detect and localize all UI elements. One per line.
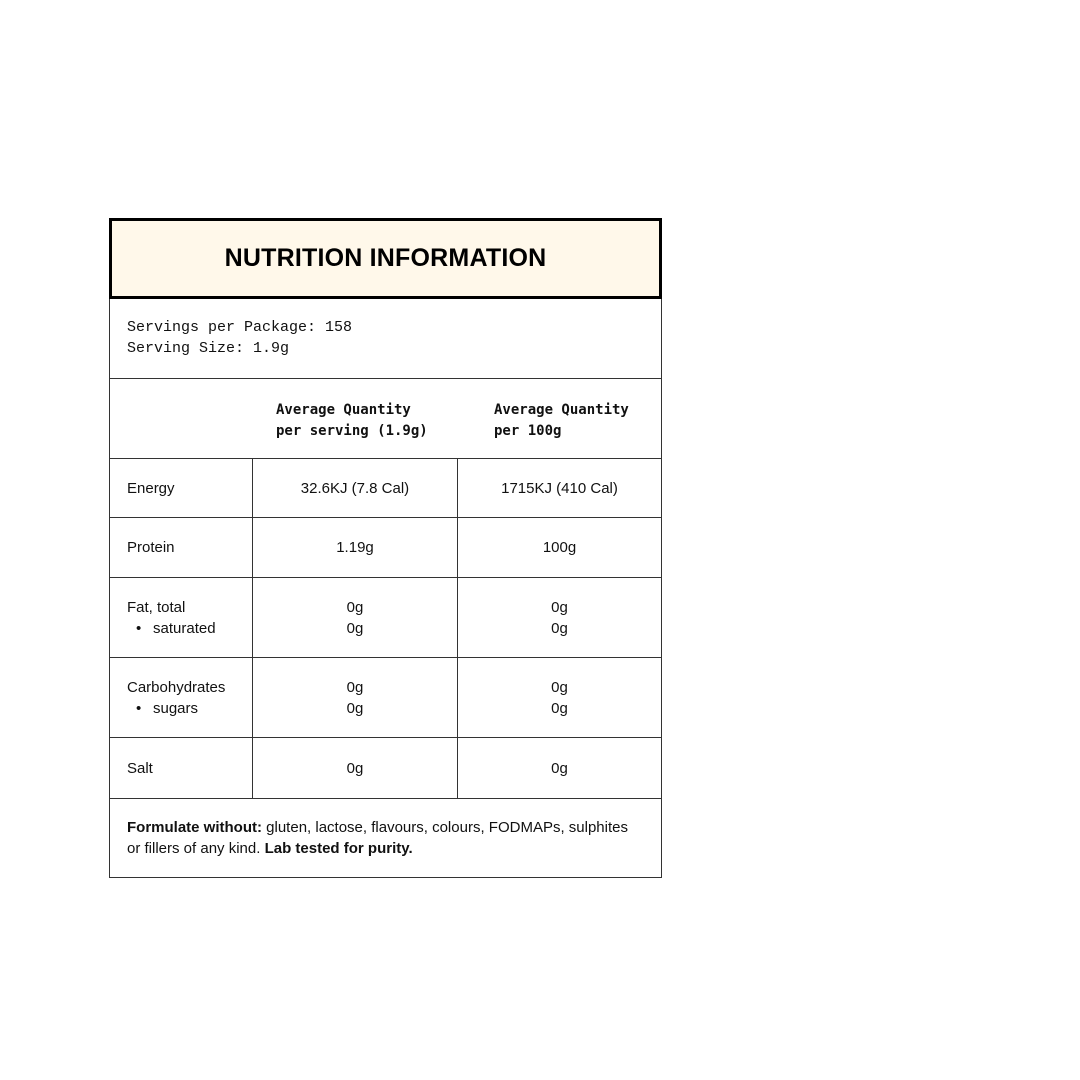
value-per-100g: 0g <box>551 598 568 616</box>
page-title: NUTRITION INFORMATION <box>224 244 547 272</box>
table-row-fat <box>110 578 661 658</box>
row-sub-label: • sugars <box>127 698 252 719</box>
footer-note <box>110 799 661 878</box>
value-per-serving: 32.6KJ (7.8 Cal) <box>300 479 410 497</box>
value-per-serving: 0g <box>346 598 364 616</box>
serving-size: Serving Size: 1.9g <box>127 340 290 357</box>
table-row-carbohydrates <box>110 658 661 738</box>
servings-info <box>110 299 661 379</box>
value-per-serving: 0g <box>346 678 364 696</box>
footer-bold-label: Formulate without: <box>127 819 262 836</box>
value-per-serving: 0g <box>346 759 364 777</box>
value-per-100g-sub: 0g <box>551 699 568 717</box>
row-label: Fat, total <box>127 598 186 616</box>
table-row-salt <box>110 738 661 799</box>
footer-bold-purity: Lab tested for purity. <box>264 840 413 857</box>
row-sub-label: • saturated <box>127 618 252 639</box>
row-label: Salt <box>127 759 153 777</box>
value-per-100g-sub: 0g <box>551 619 568 637</box>
row-label: Carbohydrates <box>127 678 226 696</box>
table-row-protein <box>110 518 661 578</box>
nutrition-header <box>109 218 662 299</box>
value-per-serving: 1.19g <box>336 539 374 556</box>
value-per-100g: 1715KJ (410 Cal) <box>501 479 618 497</box>
value-per-100g: 0g <box>551 759 568 777</box>
footer-text: gluten, lactose, flavours, colours, FODMAPs, sulphites or fillers of any kind. <box>127 819 628 857</box>
value-per-100g: 0g <box>551 678 568 696</box>
value-per-serving-sub: 0g <box>346 699 364 717</box>
column-header-per-serving: Average Quantity per serving (1.9g) <box>276 402 428 439</box>
row-label: Energy <box>127 479 175 497</box>
column-header-per-100g: Average Quantity per 100g <box>494 402 629 439</box>
nutrition-panel <box>109 218 662 878</box>
servings-per-package: Servings per Package: 158 <box>127 319 353 336</box>
column-header-row <box>110 379 661 459</box>
value-per-serving-sub: 0g <box>346 619 364 637</box>
row-label: Protein <box>127 539 175 556</box>
value-per-100g: 100g <box>542 539 577 556</box>
table-row-energy <box>110 459 661 518</box>
